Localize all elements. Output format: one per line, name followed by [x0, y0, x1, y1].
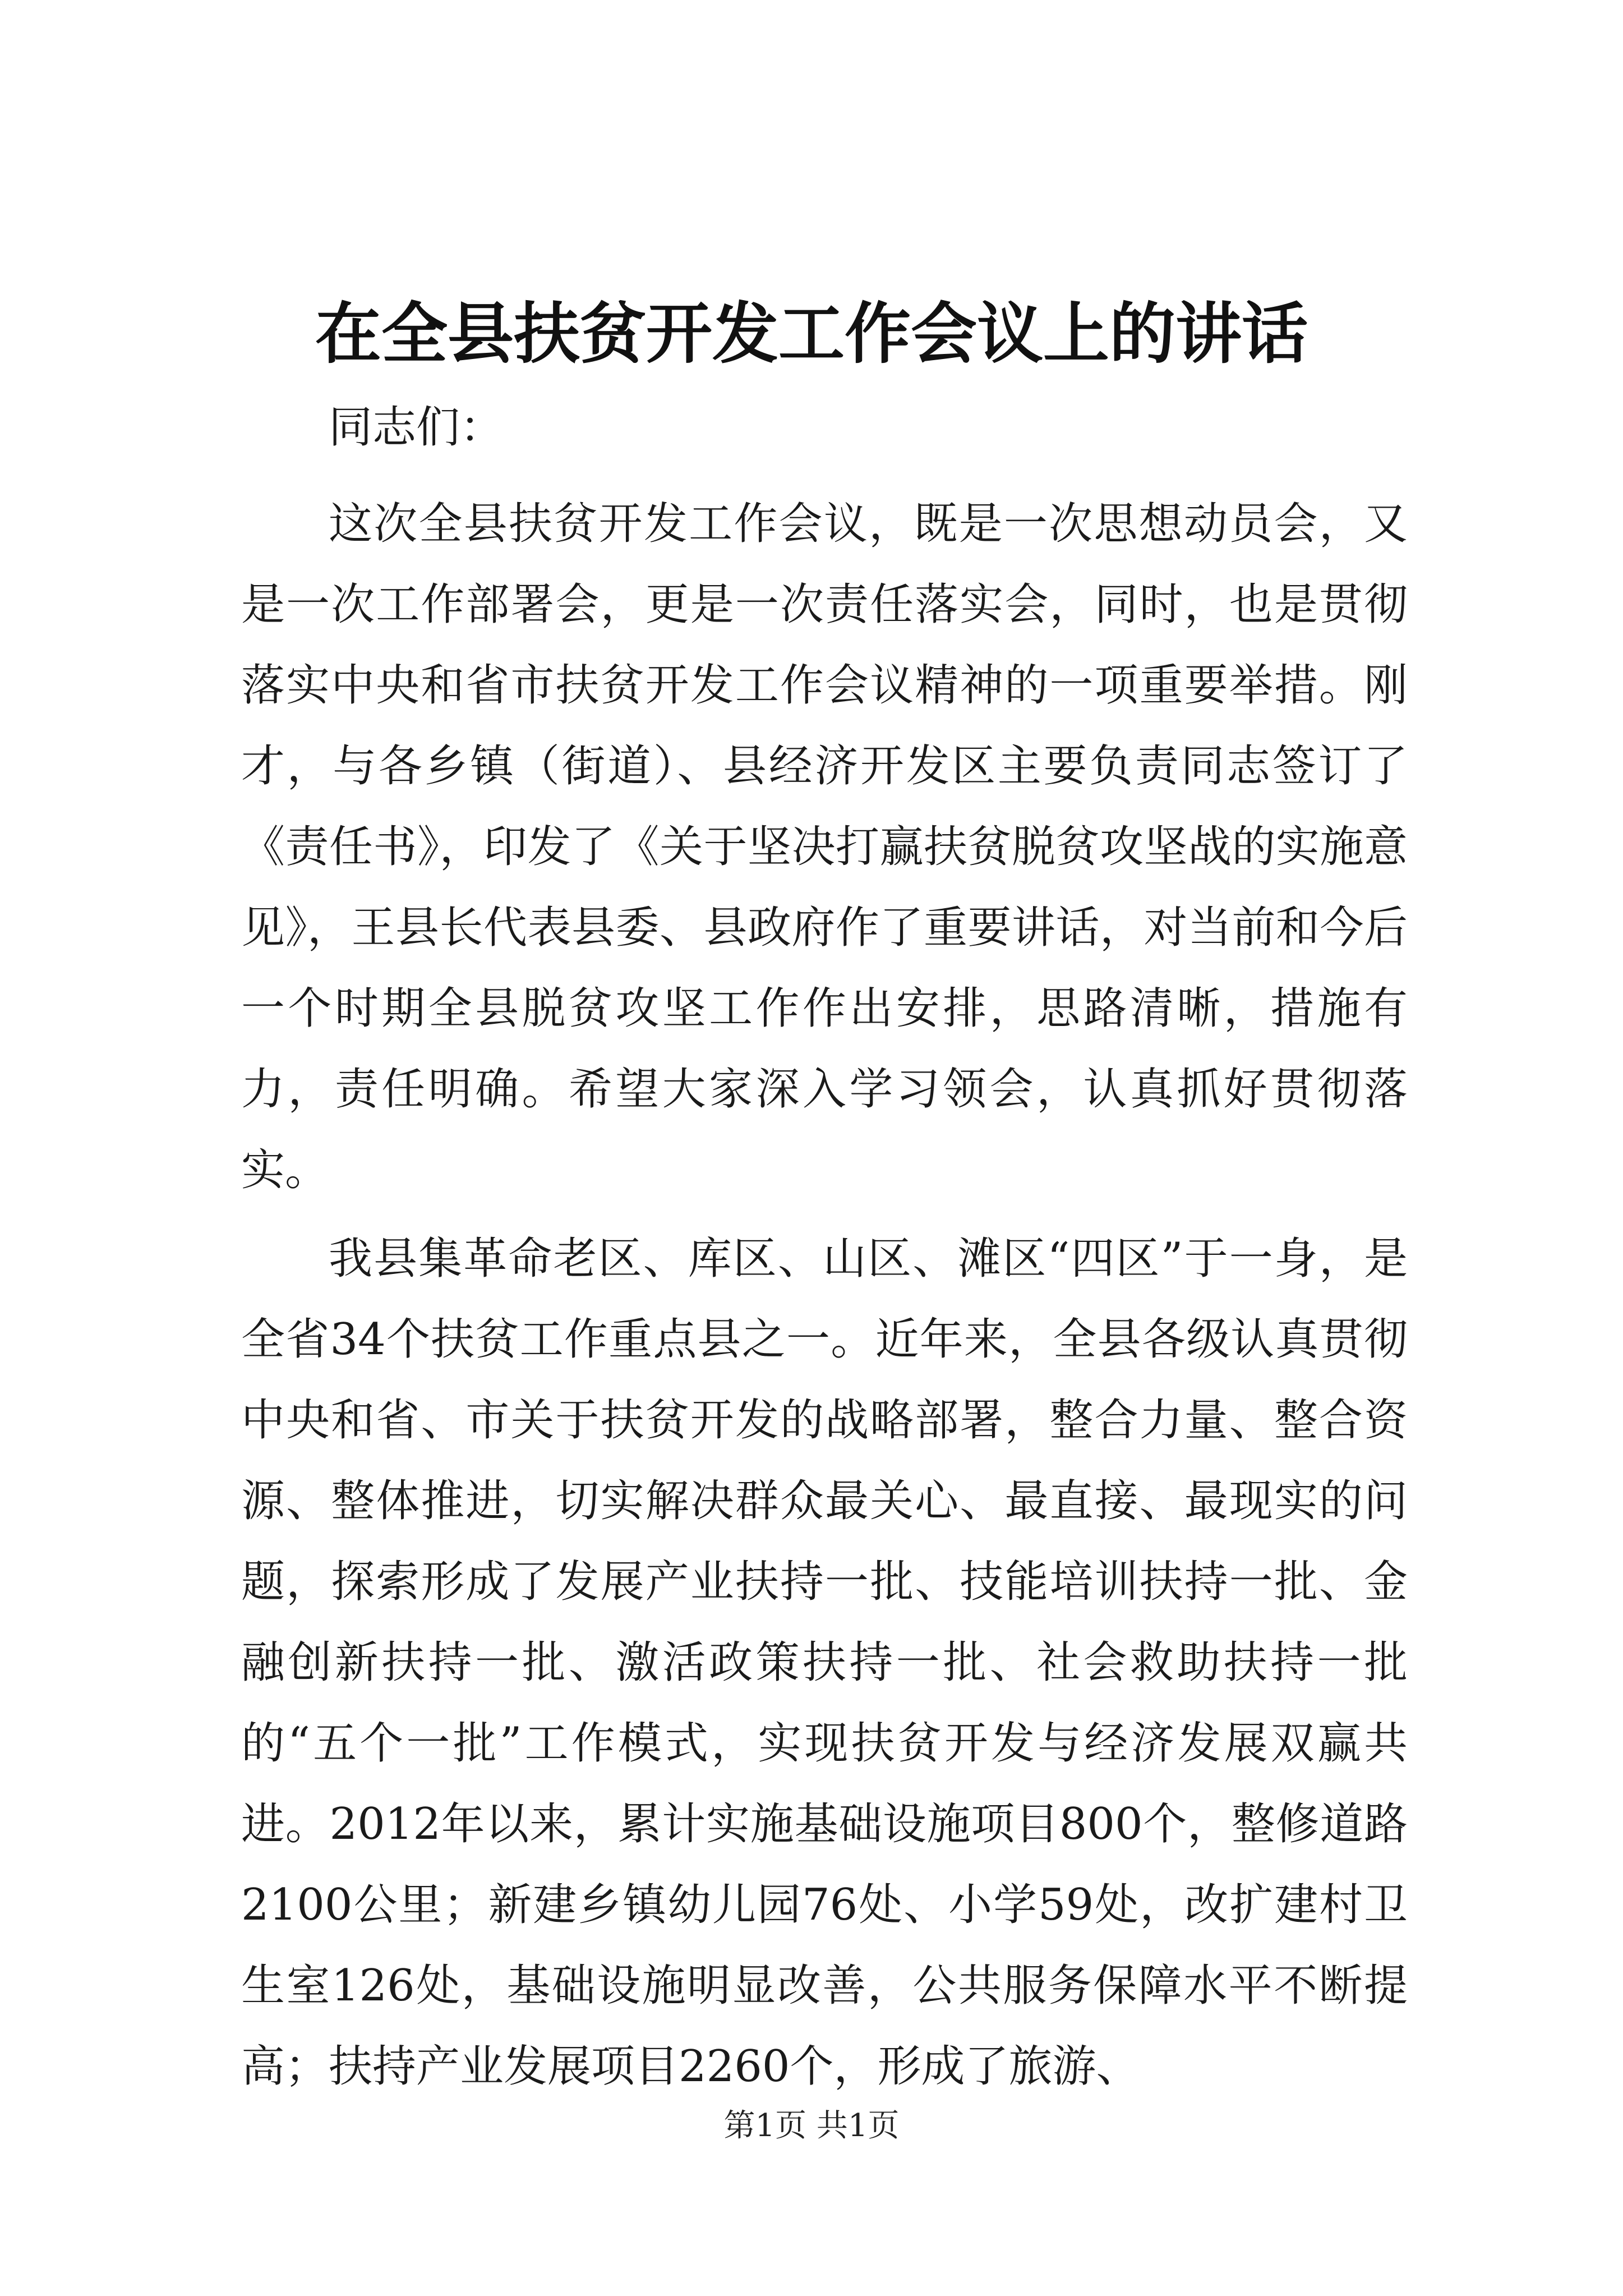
- salutation: 同志们：: [329, 402, 504, 453]
- document-body: [241, 387, 1408, 2115]
- paragraph-2: 我县集革命老区、库区、山区、滩区“四区”于一身，是全省34个扶贫工作重点县之一。近年来，全县各级认真贯彻中央和省、市关于扶贫开发的战略部署，整合力量、整合资源、整体推进，切实解决群众最关心、最直接、最现实的问题，探索形成了发展产业扶持一批、技能培训扶持一批、金融创新扶持一批、激活政策扶持一批、社会救助扶持一批的“五个一批”工作模式，实现扶贫开发与经济发展双赢共进。2012年以来，累计实施基础设施项目800个，整修道路2100公里；新建乡镇幼儿园76处、小学59处，改扩建村卫生室126处，基础设施明显改善，公共服务保障水平不断提高；扶持产业发展项目2260个，形成了旅游、: [241, 1234, 1408, 2092]
- paragraph-1: 这次全县扶贫开发工作会议，既是一次思想动员会，又是一次工作部署会，更是一次责任落实会，同时，也是贯彻落实中央和省市扶贫开发工作会议精神的一项重要举措。刚才，与各乡镇（街道）、县经济开发区主要负责同志签订了《责任书》，印发了《关于坚决打赢扶贫脱贫攻坚战的实施意见》，王县长代表县委、县政府作了重要讲话，对当前和今后一个时期全县脱贫攻坚工作作出安排，思路清晰，措施有力，责任明确。希望大家深入学习领会，认真抓好贯彻落实。: [241, 499, 1408, 1195]
- page-number-footer: 第1页 共1页: [723, 2108, 900, 2144]
- document-title: 在全县扶贫开发工作会议上的讲话: [315, 295, 1308, 372]
